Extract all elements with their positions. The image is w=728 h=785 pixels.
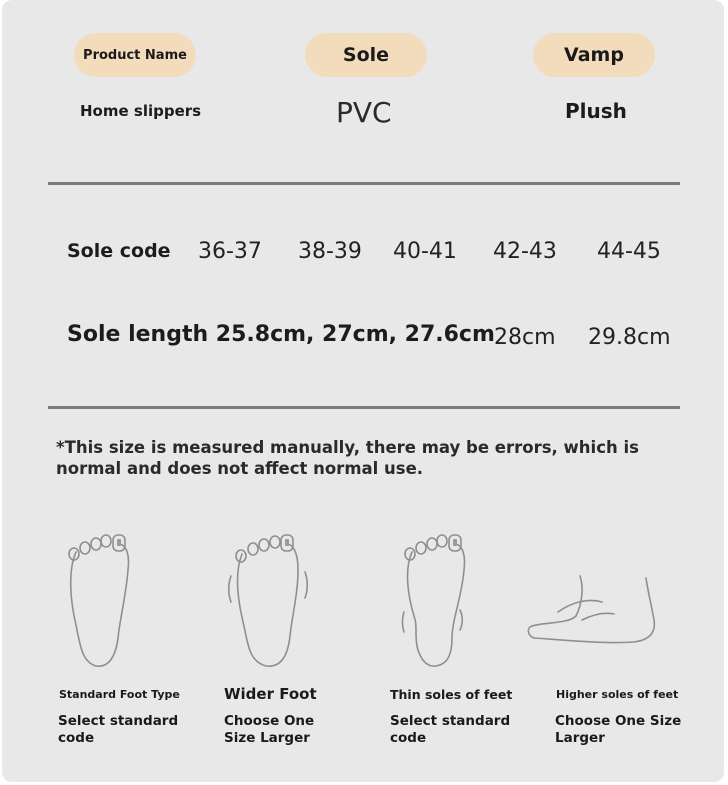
sole-length-5: 29.8cm [588, 325, 671, 350]
sole-value: PVC [336, 96, 392, 129]
foot-type-2-desc: Choose One Size Larger [224, 713, 315, 746]
foot-type-1-desc: Select standard code [58, 713, 179, 746]
standard-foot-icon [60, 530, 140, 672]
foot-type-4-desc: Choose One Size Larger [555, 713, 682, 746]
sole-code-4: 42-43 [493, 239, 557, 264]
thin-foot-icon [396, 530, 476, 672]
foot-type-1-title: Standard Foot Type [59, 688, 180, 701]
sole-code-2: 38-39 [298, 239, 362, 264]
sole-code-1: 36-37 [198, 239, 262, 264]
vamp-pill [533, 33, 655, 77]
foot-type-3-title: Thin soles of feet [390, 687, 513, 702]
vamp-label: Vamp [564, 44, 624, 66]
foot-type-4-title: Higher soles of feet [556, 688, 679, 701]
sole-length-4: 28cm [494, 325, 556, 350]
product-name-pill [74, 33, 196, 77]
divider-bottom [48, 406, 680, 409]
sole-code-3: 40-41 [393, 239, 457, 264]
foot-type-3-desc: Select standard code [390, 713, 511, 746]
vamp-value: Plush [565, 99, 627, 123]
product-name-value: Home slippers [80, 102, 202, 120]
sole-code-5: 44-45 [597, 239, 661, 264]
measurement-note: *This size is measured manually, there may be errors, which is normal and does not affect normal use. [56, 438, 639, 478]
sole-label: Sole [342, 44, 390, 66]
foot-type-2-title: Wider Foot [224, 685, 317, 703]
sole-length-label: Sole length 25.8cm, 27cm, 27.6cm [67, 322, 495, 347]
sole-code-label: Sole code [67, 240, 171, 262]
wider-foot-icon [226, 530, 310, 672]
high-arch-foot-icon [524, 568, 662, 648]
sole-pill [305, 33, 427, 77]
product-name-label: Product Name [83, 47, 187, 63]
divider-top [48, 182, 680, 185]
